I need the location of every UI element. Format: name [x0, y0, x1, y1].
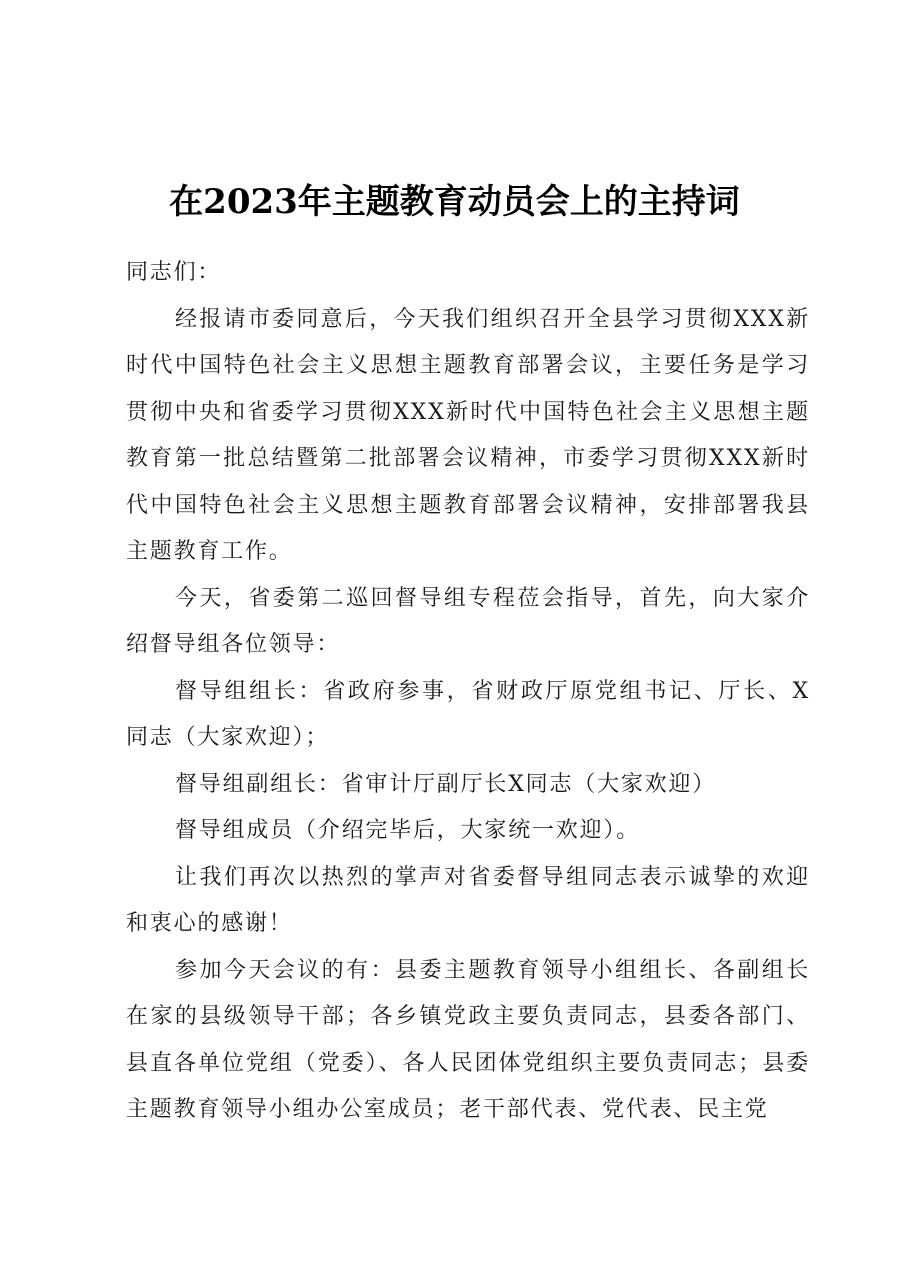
paragraph-welcome-thanks: 让我们再次以热烈的掌声对省委督导组同志表示诚挚的欢迎和衷心的感谢！: [126, 864, 810, 936]
paragraph-deputy-group-leader: 督导组副组长：省审计厅副厅长X同志（大家欢迎）: [175, 771, 717, 797]
document-title: 在2023年主题教育动员会上的主持词: [169, 182, 740, 222]
paragraph-group-leader: 督导组组长：省政府参事，省财政厅原党组书记、厅长、X同志（大家欢迎）；: [126, 678, 810, 750]
paragraph-meeting-intro: 经报请市委同意后，今天我们组织召开全县学习贯彻XXX新时代中国特色社会主义思想主题教育部署会议，主要任务是学习贯彻中央和省委学习贯彻XXX新时代中国特色社会主义思想主题教育第一批总结暨第二批部署会议精神，市委学习贯彻XXX新时代中国特色社会主义思想主题教育部署会议精神，安排部署我县主题教育工作。: [126, 306, 810, 564]
document-body: [126, 250, 810, 1134]
greeting: 同志们：: [126, 260, 222, 285]
paragraph-group-members: 督导组成员（介绍完毕后，大家统一欢迎）。: [175, 818, 641, 843]
paragraph-inspection-group-intro: 今天，省委第二巡回督导组专程莅会指导，首先，向大家介绍督导组各位领导：: [126, 585, 810, 657]
paragraph-attendees: 参加今天会议的有：县委主题教育领导小组组长、各副组长在家的县级领导干部；各乡镇党政主要负责同志，县委各部门、县直各单位党组（党委）、各人民团体党组织主要负责同志；县委主题教育领导小组办公室成员；老干部代表、党代表、民主党: [126, 957, 810, 1122]
